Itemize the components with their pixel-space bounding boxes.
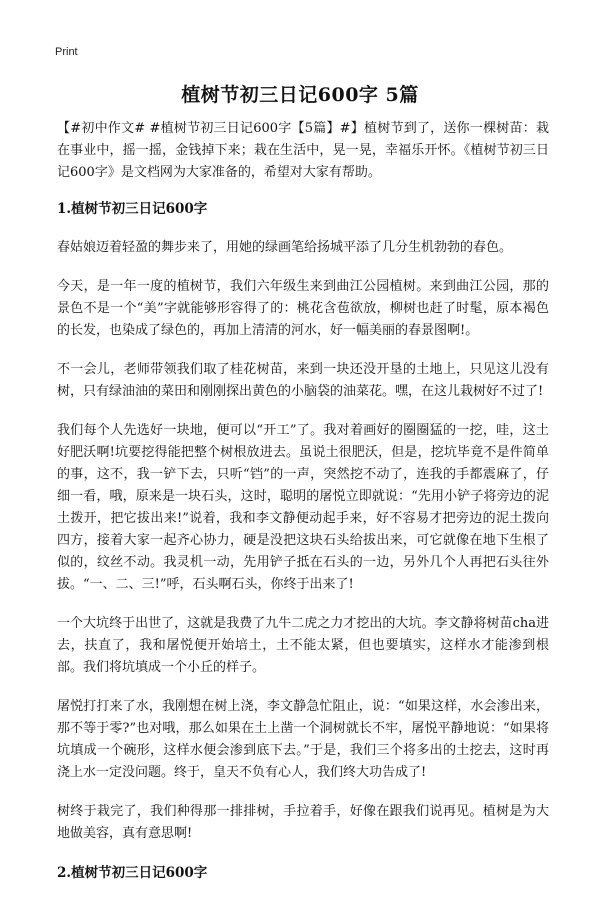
document-body [57, 118, 549, 901]
print-label: Print [55, 46, 78, 58]
paragraph: 屠悦打打来了水，我刚想在树上浇，李文静急忙阻止，说：“如果这样，水会渗出来，那不等于零?”也对哦，那么如果在土上凿一个洞树就长不牢，屠悦平静地说：“如果将坑填成一个碗形，这样水便会渗到底下去。”于是，我们三个将多出的土挖去，这时再浇上水一定没问题。终于，皇天不负有心人，我们终大功告成了! [57, 699, 549, 780]
paragraph: 春姑娘迈着轻盈的舞步来了，用她的绿画笔给扬城平添了几分生机勃勃的春色。 [57, 240, 513, 255]
paragraph: 树终于栽完了，我们种得那一排排树，手拉着手，好像在跟我们说再见。植树是为大地做美容，真有意思啊! [57, 804, 549, 841]
page-title: 植树节初三日记600字 5篇 [181, 84, 419, 106]
paragraph: 不一会儿，老师带领我们取了桂花树苗，来到一块还没开垦的土地上，只见这儿没有树，只有绿油油的菜田和刚刚探出黄色的小脑袋的油菜花。嘿，在这儿栽树好不过了! [57, 362, 549, 399]
section-heading-1: 1.植树节初三日记600字 [57, 201, 208, 217]
paragraph: 今天，是一年一度的植树节，我们六年级生来到曲江公园植树。来到曲江公园，那的景色不是一个“美”字就能够形容得了的：桃花含苞欲放，柳树也赶了时髦，原本褐色的长发，也染成了绿色的，再加上清清的河水，好一幅美丽的春景图啊!。 [57, 279, 549, 338]
section-heading-2: 2.植树节初三日记600字 [57, 865, 208, 881]
intro-paragraph: 【#初中作文# #植树节初三日记600字【5篇】#】植树节到了，送你一棵树苗：栽在事业中，摇一摇，金钱掉下来；栽在生活中，晃一晃，幸福乐开怀。《植树节初三日记600字》是文档网为大家准备的，希望对大家有帮助。 [57, 121, 549, 180]
paragraph: 一个大坑终于出世了，这就是我费了九牛二虎之力才挖出的大坑。李文静将树苗cha进去，扶直了，我和屠悦便开始培土，土不能太紧，但也要填实，这样水才能渗到根部。我们将坑填成一个小丘的样子。 [57, 616, 549, 675]
paragraph: 我们每个人先选好一块地，便可以“开工”了。我对着画好的圈圈猛的一挖，哇，这土好肥沃啊!坑要挖得能把整个树根放进去。虽说土很肥沃，但是，挖坑毕竟不是件简单的事，这不，我一铲下去，只听“铛”的一声，突然挖不动了，连我的手都震麻了，仔细一看，哦，原来是一块石头，这时，聪明的屠悦立即就说：“先用小铲子将旁边的泥土拨开，把它拔出来!”说着，我和李文静便动起手来，好不容易才把旁边的泥土拨向四方，接着大家一起齐心协力，硬是没把这块石头给拔出来，可它就像在地下生根了似的，纹丝不动。我灵机一动，先用铲子抵在石头的一边，另外几个人再把石头往外拔。“一、二、三!”呼，石头啊石头，你终于出来了! [57, 423, 549, 592]
